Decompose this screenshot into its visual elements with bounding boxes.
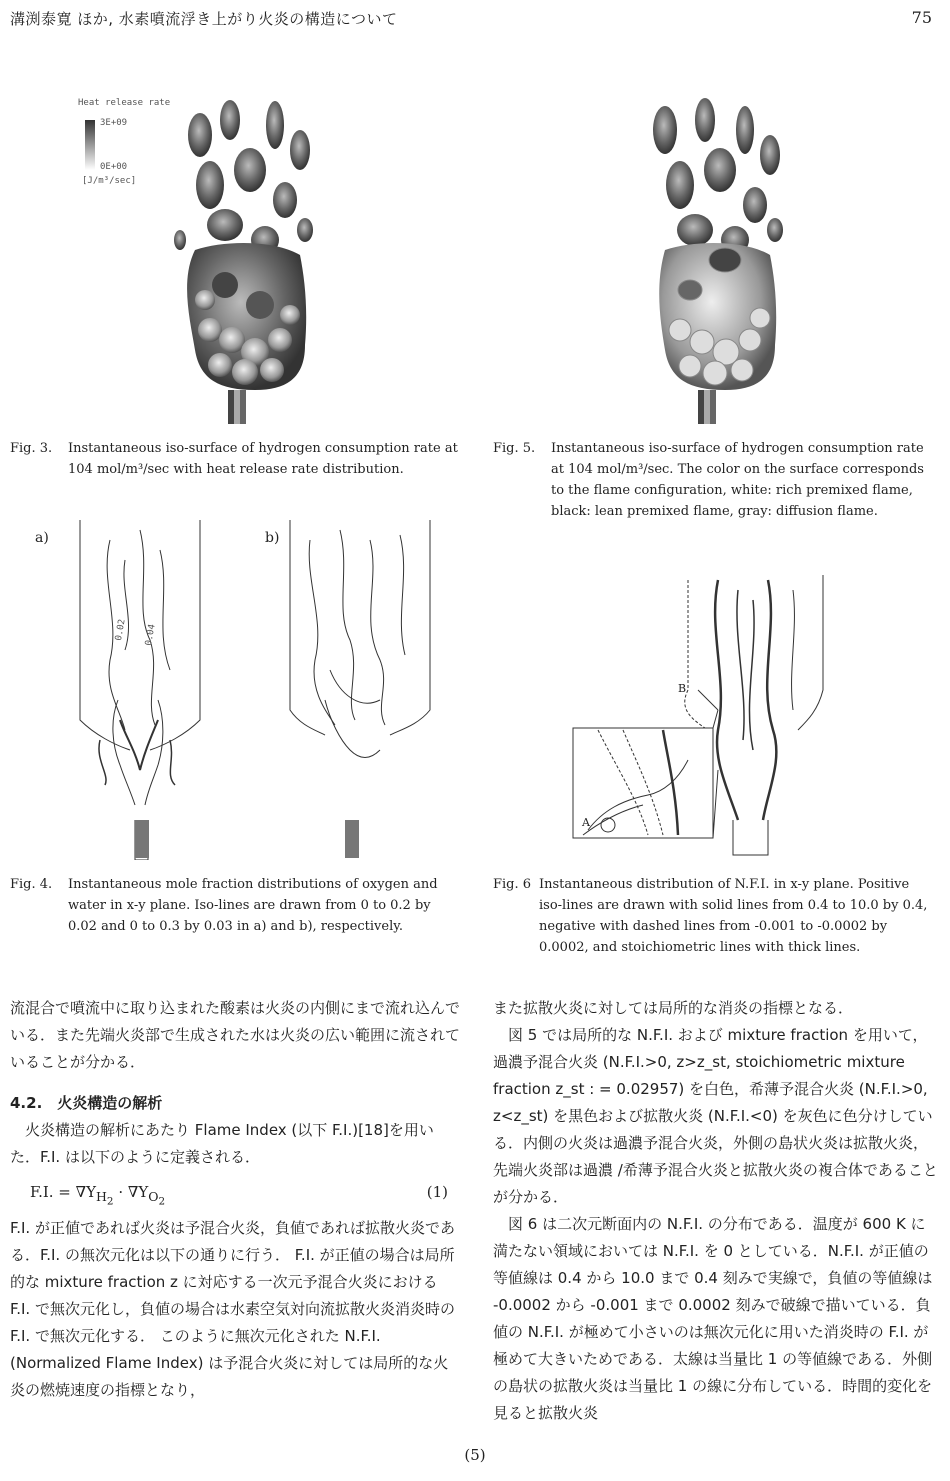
panel-b-isolines bbox=[290, 520, 430, 758]
panel-b-label: b) bbox=[265, 530, 280, 546]
figure-6 bbox=[568, 570, 838, 860]
right-paragraph-3: 図 6 は二次元断面内の N.F.I. の分布である．温度が 600 K に満たない領域においては N.F.I. を 0 としている．N.F.I. が正値の等値線は 0.4 から 10.0 まで 0.4 刻みで実線で，負値の等値線は -0.0002 から -0.001 まで 0.0002 刻みで破線で描いている．負値の N.F.I. が極めて小さいのは無次元化に用いた消炎時の F.I. が極めて大きいためである．太線は当量比 1 の等値線である．外側の島状の拡散火炎は当量比 1 の線に分布している．時間的変化を見ると拡散火炎 bbox=[493, 1215, 933, 1422]
fig5-flame-render bbox=[570, 90, 930, 430]
inset-leader-bottom bbox=[713, 770, 718, 838]
fig3-caption-text: Instantaneous iso-surface of hydrogen consumption rate at 104 mol/m³/sec with heat release rate distribution. bbox=[68, 441, 458, 477]
figure-3 bbox=[60, 90, 460, 430]
panel-a-nozzle bbox=[135, 820, 149, 858]
legend-min: 0E+00 bbox=[100, 162, 128, 172]
iso-label-2: 0.04 bbox=[144, 623, 158, 647]
left-paragraph-1: 流混合で噴流中に取り込まれた酸素は火炎の内側にまで流れ込んでいる．また先端火炎部で生成された水は火炎の広い範囲に流されていることが分かる． bbox=[10, 999, 461, 1071]
left-column bbox=[10, 995, 460, 1404]
nozzle-bar-light bbox=[234, 390, 240, 424]
nozzle-bar-dark bbox=[228, 390, 234, 424]
nozzle-bar-mid bbox=[240, 390, 246, 424]
right-paragraph-1: また拡散火炎に対しては局所的な消炎の指標となる． bbox=[493, 999, 854, 1017]
equation: F.I. = $\nabla Y_{H_2} \cdot \nabla Y_{O_2}$ bbox=[30, 1183, 166, 1208]
section-heading: 4.2. 火炎構造の解析 bbox=[10, 1094, 163, 1112]
b-leader bbox=[698, 690, 718, 710]
fig4-isolines bbox=[40, 520, 440, 860]
page-footer: (5) bbox=[464, 1446, 486, 1464]
left-paragraph-2: 火炎構造の解析にあたり Flame Index (以下 F.I.)[18]を用いた．F.I. は以下のように定義される． bbox=[10, 1121, 434, 1166]
fig3-caption bbox=[10, 438, 460, 488]
fig6-caption-text: Instantaneous distribution of N.F.I. in x-y plane. Positive iso-lines are drawn with solid lines from 0.4 to 10.0 by 0.4, negative with dashed lines from -0.001 to -0.0002 by 0.0002, and stoichiometric lines with thick lines. bbox=[539, 877, 928, 955]
panel-a-label: a) bbox=[35, 530, 49, 546]
fig4-caption bbox=[10, 874, 460, 944]
right-paragraph-2: 図 5 では局所的な N.F.I. および mixture fraction を用いて，過濃予混合火炎 (N.F.I.>0, z>z_st, stoichiometric mixture fraction z_st : = 0.02957) を白色，希薄予混合火炎 (N.F.I.>0, z<z_st) を黒色および拡散火炎 (N.F.I.<0) を灰色に色分けしている．内側の火炎は過濃予混合火炎，外側の島状火炎は拡散火炎，先端火炎部は過濃 /希薄予混合火炎と拡散火炎の複合体であることが分かる． bbox=[493, 1026, 938, 1206]
colorbar bbox=[85, 120, 95, 170]
legend-max: 3E+09 bbox=[100, 118, 128, 128]
left-paragraph-3: F.I. が正値であれば火炎は予混合火炎，負値であれば拡散火炎である．F.I. の無次元化は以下の通りに行う． F.I. が正値の場合は局所的な mixture fraction z に対応する一次元予混合火炎における F.I. で無次元化し，負値の場合は水素空気対向流拡散火炎消炎時の F.I. で無次元化する． このように無次元化された N.F.I. (Normalized Flame Index) は予混合火炎に対しては局所的な火炎の燃焼速度の指標となり， bbox=[10, 1219, 455, 1399]
equation-row bbox=[10, 1171, 460, 1215]
nozzle-bar-dark-5 bbox=[698, 390, 704, 424]
page-number-top: 75 bbox=[911, 8, 932, 27]
nozzle-bar-mid-5 bbox=[710, 390, 716, 424]
fig4-caption-text: Instantaneous mole fraction distributions of oxygen and water in x-y plane. Iso-lines are drawn from 0 to 0.2 by 0.02 and 0 to 0.3 by 0.03 in a) and b), respectively. bbox=[68, 877, 438, 934]
fig6-label-B: B bbox=[678, 682, 687, 695]
fig5-caption bbox=[493, 438, 938, 528]
fig6-label-A: A bbox=[582, 816, 590, 829]
flame-islands bbox=[174, 100, 313, 254]
fig3-caption-number: Fig. 3. bbox=[10, 441, 53, 456]
flame-islands-5 bbox=[653, 98, 783, 254]
fig4-caption-number: Fig. 4. bbox=[10, 877, 53, 892]
fig6-inset bbox=[573, 728, 713, 838]
iso-label-1: 0.02 bbox=[114, 618, 128, 642]
legend-unit: [J/m³/sec] bbox=[82, 176, 137, 186]
running-header: 溝渕泰寛 ほか, 水素噴流浮き上がり火炎の構造について bbox=[10, 10, 398, 28]
figure-4 bbox=[35, 520, 440, 860]
right-column bbox=[493, 995, 938, 1427]
panel-b-nozzle bbox=[345, 820, 359, 858]
fig6-caption bbox=[493, 874, 938, 964]
panel-a-isolines bbox=[80, 520, 200, 860]
fig3-flame-render bbox=[60, 90, 460, 430]
nozzle-bar-light-5 bbox=[704, 390, 710, 424]
fig6-nfi-isolines bbox=[568, 570, 838, 860]
fig5-caption-text: Instantaneous iso-surface of hydrogen consumption rate at 104 mol/m³/sec. The color on the surface corresponds to the flame configuration, white: rich premixed flame, black: lean premixed flame, gray: diffusion flame. bbox=[551, 441, 924, 519]
figure-5 bbox=[570, 90, 930, 430]
equation-number: (1) bbox=[426, 1183, 448, 1201]
inset-leader-top bbox=[713, 710, 718, 728]
legend-title: Heat release rate bbox=[78, 98, 171, 108]
fig5-caption-number: Fig. 5. bbox=[493, 441, 536, 456]
fig6-caption-number: Fig. 6 bbox=[493, 877, 532, 892]
